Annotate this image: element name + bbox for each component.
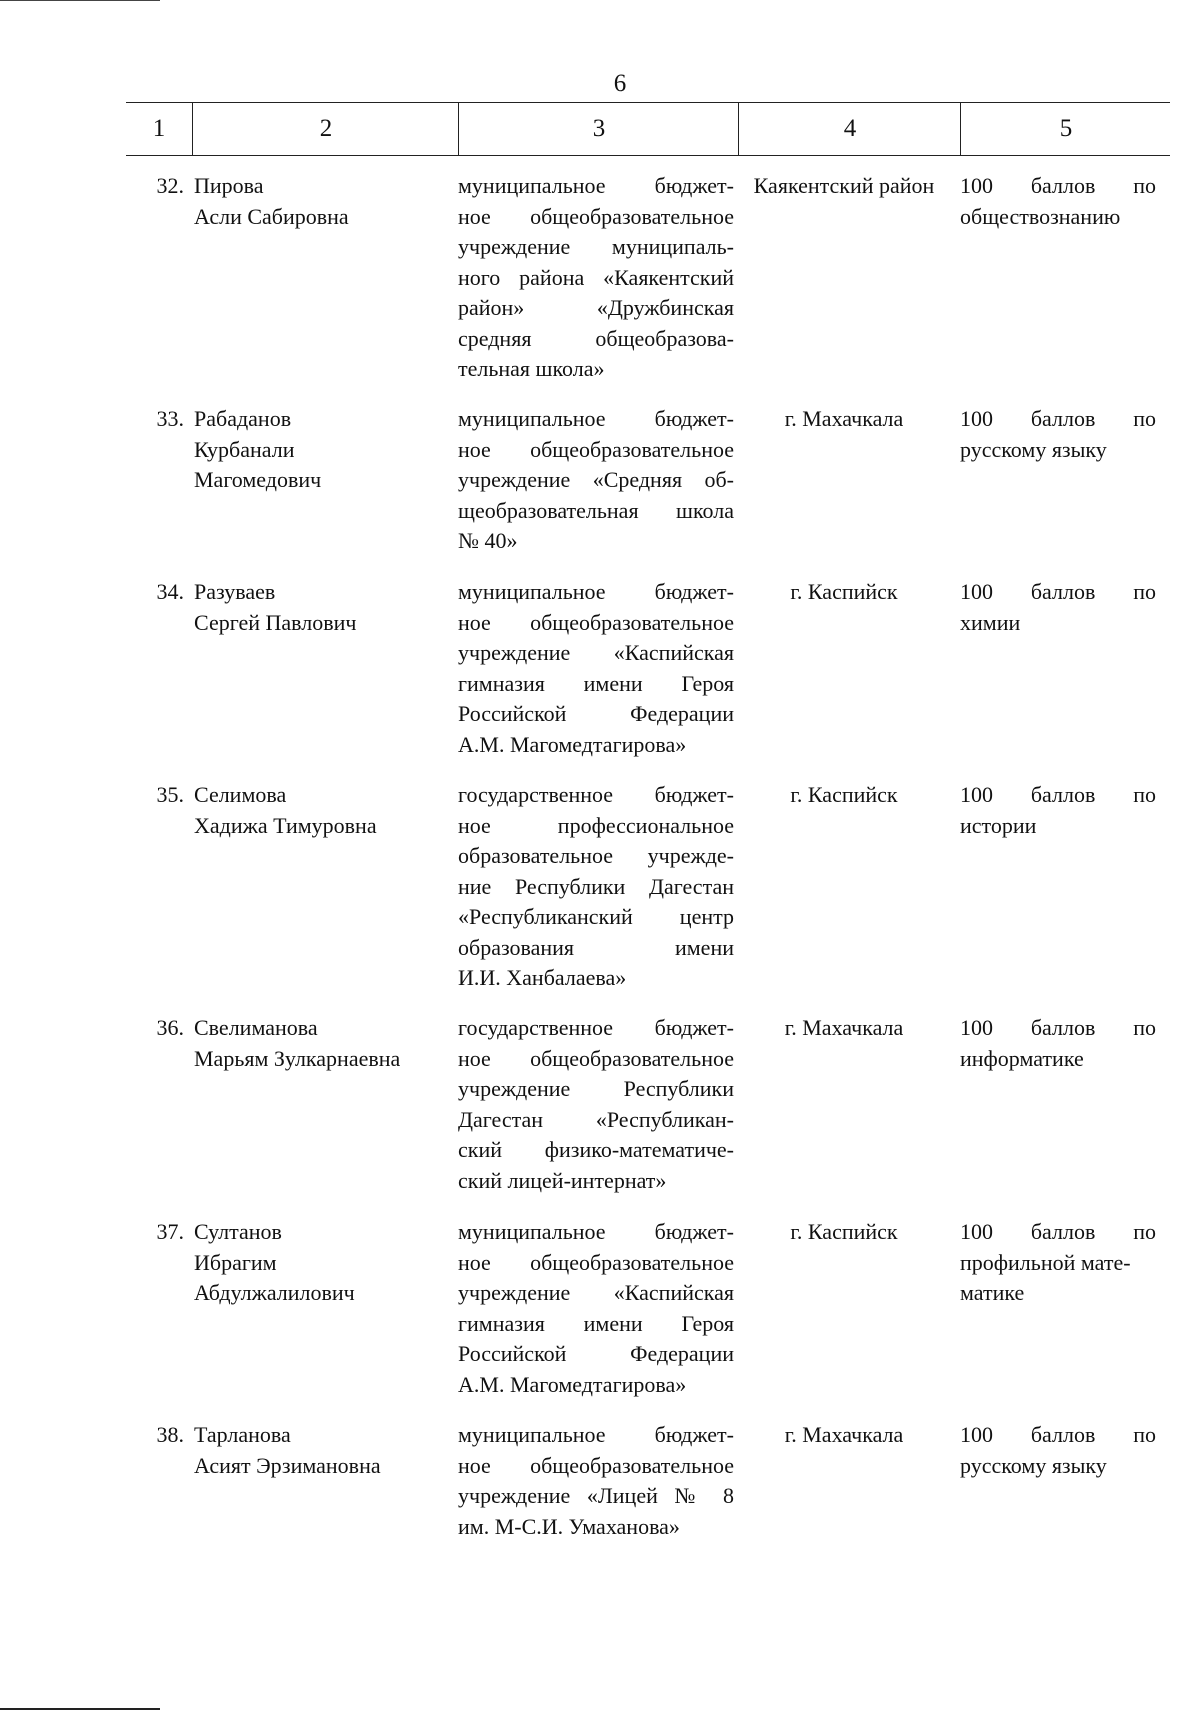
org-line: государственное бюджет- (458, 1015, 734, 1040)
header-col-5: 5 (960, 103, 1171, 155)
result-line: 100 баллов по (960, 1219, 1156, 1244)
name-line: Абдулжалилович (194, 1280, 355, 1305)
result-line: истории (960, 812, 1037, 838)
org-line: муниципальное бюджет- (458, 1422, 734, 1447)
person-name (194, 171, 444, 232)
result-line: 100 баллов по (960, 173, 1156, 198)
result-line: 100 баллов по (960, 406, 1156, 431)
result-line: 100 баллов по (960, 1422, 1156, 1447)
org-line: ное профессиональное (458, 812, 734, 838)
org-line: муниципальное бюджет- (458, 579, 734, 604)
result-line: матике (960, 1280, 1025, 1305)
org-line: ное общеобразовательное (458, 1452, 734, 1478)
org-line: А.М. Магомедтагирова» (458, 1371, 687, 1397)
person-name (194, 1420, 444, 1481)
org-line: образовательное учрежде- (458, 843, 734, 868)
row-number: 34. (156, 579, 184, 604)
result-line: химии (960, 609, 1021, 635)
location: г. Махачкала (784, 406, 904, 431)
org-line: ский физико-математиче- (458, 1137, 734, 1162)
org-line: учреждение «Каспийская (458, 1280, 734, 1305)
org-line: ние Республики Дагестан (458, 873, 734, 899)
org-line: муниципальное бюджет- (458, 406, 734, 431)
result-line: русскому языку (960, 436, 1107, 462)
result (960, 1420, 1156, 1481)
org-line: учреждение муниципаль- (458, 234, 734, 259)
location: г. Каспийск (790, 1219, 898, 1244)
org-line: муниципальное бюджет- (458, 1219, 734, 1244)
organization (458, 404, 734, 557)
org-line: средняя общеобразова- (458, 325, 734, 351)
org-line: ное общеобразовательное (458, 1045, 734, 1071)
org-line: гимназия имени Героя (458, 670, 734, 696)
person-name (194, 1013, 444, 1074)
name-line: Султанов (194, 1219, 282, 1244)
name-line: Тарланова (194, 1422, 291, 1447)
org-line: учреждение «Средняя об- (458, 467, 734, 492)
name-line: Рабаданов (194, 406, 292, 431)
row-number: 33. (156, 406, 184, 431)
header-col-3: 3 (458, 103, 739, 155)
result (960, 1013, 1156, 1074)
location: г. Махачкала (784, 1422, 904, 1447)
organization (458, 780, 734, 994)
org-line: район» «Дружбинская (458, 295, 734, 320)
org-line: государственное бюджет- (458, 782, 734, 807)
bottom-edge-rule (0, 1708, 160, 1710)
org-line: образования имени (458, 934, 734, 960)
name-line: Хадижа Тимуровна (194, 812, 377, 838)
name-line: Разуваев (194, 579, 276, 604)
location: г. Махачкала (784, 1015, 904, 1040)
result (960, 404, 1156, 465)
location: Каякентский район (753, 173, 935, 198)
org-line: ное общеобразовательное (458, 1249, 734, 1275)
org-line: № 40» (458, 528, 518, 553)
person-name (194, 577, 444, 638)
result-line: русскому языку (960, 1452, 1107, 1478)
org-line: И.И. Ханбалаева» (458, 965, 627, 990)
name-line: Пирова (194, 173, 264, 198)
org-line: учреждение «Лицей № 8 (458, 1483, 734, 1508)
name-line: Асли Сабировна (194, 203, 349, 229)
name-line: Ибрагим (194, 1249, 277, 1275)
person-name (194, 404, 444, 496)
org-line: Российской Федерации (458, 1341, 734, 1366)
row-number: 38. (156, 1422, 184, 1447)
result-line: 100 баллов по (960, 579, 1156, 604)
row-number: 37. (156, 1219, 184, 1244)
organization (458, 1217, 734, 1400)
result-line: обществознанию (960, 203, 1121, 229)
organization (458, 1013, 734, 1196)
org-line: им. М-С.И. Умаханова» (458, 1513, 680, 1539)
header-col-1: 1 (152, 115, 166, 142)
organization (458, 577, 734, 760)
name-line: Сергей Павлович (194, 609, 357, 635)
org-line: учреждение «Каспийская (458, 640, 734, 665)
result (960, 171, 1156, 232)
name-line: Асият Эрзимановна (194, 1452, 381, 1478)
location: г. Каспийск (790, 579, 898, 604)
organization (458, 1420, 734, 1542)
result-line: 100 баллов по (960, 1015, 1156, 1040)
org-line: ский лицей-интернат» (458, 1167, 667, 1193)
org-line: гимназия имени Героя (458, 1310, 734, 1336)
name-line: Марьям Зулкарнаевна (194, 1045, 401, 1071)
person-name (194, 1217, 444, 1309)
location: г. Каспийск (790, 782, 898, 807)
result-line: профильной мате- (960, 1249, 1131, 1275)
row-number: 32. (156, 173, 184, 198)
org-line: тельная школа» (458, 356, 605, 381)
name-line: Курбанали (194, 436, 295, 462)
org-line: Дагестан «Республикан- (458, 1106, 734, 1132)
result (960, 1217, 1156, 1309)
person-name (194, 780, 444, 841)
name-line: Свелиманова (194, 1015, 318, 1040)
org-line: муниципальное бюджет- (458, 173, 734, 198)
top-edge-rule (0, 0, 160, 1)
org-line: Российской Федерации (458, 701, 734, 726)
name-line: Селимова (194, 782, 287, 807)
row-number: 35. (156, 782, 184, 807)
org-line: А.М. Магомедтагирова» (458, 731, 687, 757)
org-line: ное общеобразовательное (458, 609, 734, 635)
result (960, 577, 1156, 638)
organization (458, 171, 734, 385)
row-number: 36. (156, 1015, 184, 1040)
org-line: «Республиканский центр (458, 904, 734, 929)
header-col-4: 4 (738, 103, 961, 155)
org-line: учреждение Республики (458, 1076, 734, 1101)
header-col-2: 2 (192, 103, 459, 155)
table-header-row (126, 102, 1170, 156)
page-number: 6 (613, 70, 627, 97)
org-line: щеобразовательная школа (458, 497, 734, 523)
result-line: 100 баллов по (960, 782, 1156, 807)
name-line: Магомедович (194, 467, 322, 492)
org-line: ного района «Каякентский (458, 264, 734, 290)
result (960, 780, 1156, 841)
org-line: ное общеобразовательное (458, 203, 734, 229)
result-line: информатике (960, 1045, 1084, 1071)
org-line: ное общеобразовательное (458, 436, 734, 462)
